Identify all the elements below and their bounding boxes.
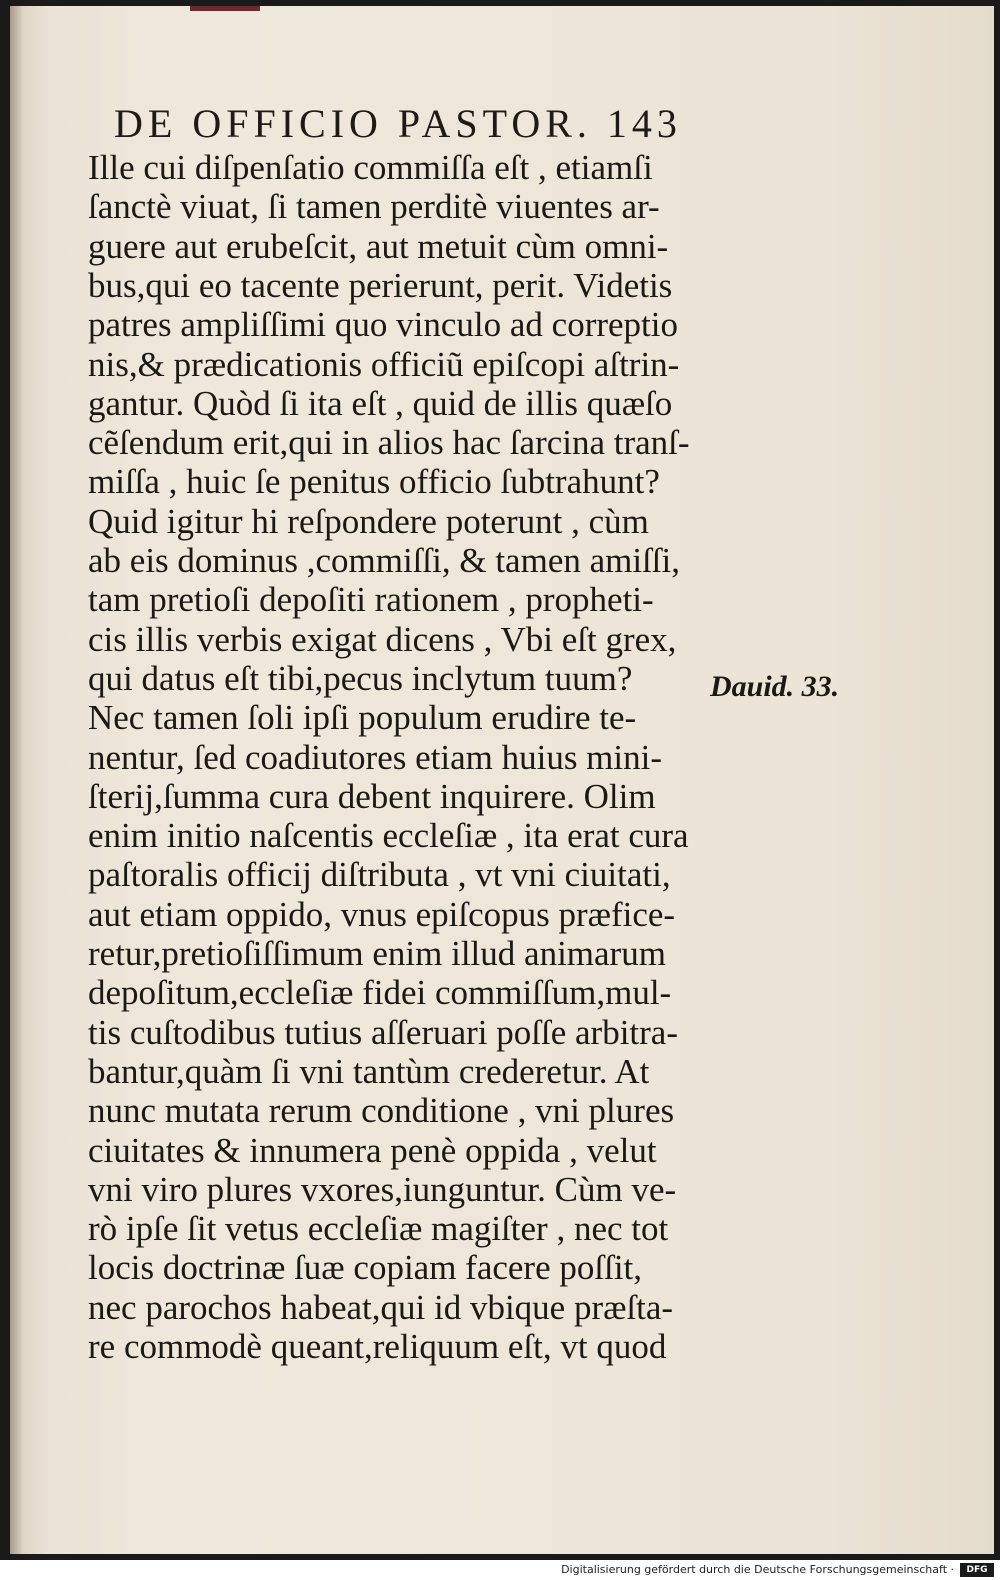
text-line: aut etiam oppido, vnus epiſcopus præfice-	[88, 894, 676, 934]
footer-credit: Digitalisierung gefördert durch die Deutsche Forschungsgemeinschaft ·	[561, 1563, 954, 1576]
text-line: vni viro plures vxores,iunguntur. Cùm ve-	[88, 1169, 677, 1209]
text-line: tis cuſtodibus tutius aſſeruari poſſe arbitra-	[88, 1012, 678, 1052]
running-head: DE OFFICIO PASTOR. 143	[114, 101, 682, 146]
text-line: miſſa , huic ſe penitus officio ſubtrahunt?	[88, 462, 660, 502]
text-line: qui datus eſt tibi,pecus inclytum tuum?	[88, 658, 633, 698]
text-line: nec parochos habeat,qui id vbique præſta-	[88, 1287, 674, 1327]
text-line: cis illis verbis exigat dicens , Vbi eſt grex,	[88, 619, 677, 659]
text-line: ſterij,ſumma cura debent inquirere. Olim	[88, 776, 656, 816]
bookmark-ribbon	[190, 6, 260, 11]
text-line: paſtoralis officij diſtributa , vt vni ciuitati,	[88, 855, 671, 895]
text-line: patres ampliſſimi quo vinculo ad correptio	[88, 305, 678, 345]
text-line: gantur. Quòd ſi ita eſt , quid de illis quæſo	[88, 383, 673, 423]
text-line: rò ipſe ſit vetus eccleſiæ magiſter , nec tot	[88, 1209, 669, 1249]
text-line: ſanctè viuat, ſi tamen perditè viuentes ar-	[88, 187, 660, 227]
text-line: bus,qui eo tacente perierunt, perit. Videtis	[88, 265, 673, 305]
text-line: enim initio naſcentis eccleſiæ , ita erat cura	[88, 816, 689, 856]
text-line: ab eis dominus ,commiſſi, & tamen amiſſi,	[88, 541, 681, 580]
text-line: nentur, ſed coadiutores etiam huius mini-	[88, 737, 663, 777]
text-line: Nec tamen ſoli ipſi populum erudire te-	[88, 698, 637, 738]
dfg-logo: DFG	[960, 1563, 994, 1577]
text-line: locis doctrinæ ſuæ copiam facere poſſit,	[88, 1248, 643, 1288]
page-gutter	[10, 6, 22, 1554]
text-line: retur,pretioſiſſimum enim illud animarum	[88, 934, 666, 973]
text-line: depoſitum,eccleſiæ fidei commiſſum,mul-	[88, 973, 672, 1013]
text-line: bantur,quàm ſi vni tantùm crederetur. At	[88, 1051, 650, 1091]
text-line: ciuitates & innumera penè oppida , velut	[88, 1130, 657, 1170]
digitization-footer	[0, 1560, 1000, 1580]
text-line: nunc mutata rerum conditione , vni plures	[88, 1091, 675, 1131]
text-line: cẽſendum erit,qui in alios hac ſarcina tranſ-	[88, 423, 690, 463]
text-line: Ille cui diſpenſatio commiſſa eſt , etiamſi	[88, 148, 653, 187]
text-line: guere aut erubeſcit, aut metuit cùm omni-	[88, 226, 669, 266]
book-page	[10, 6, 994, 1554]
text-line: tam pretioſi depoſiti rationem , propheti-	[88, 580, 654, 620]
text-line: re commodè queant,reliquum eſt, vt quod	[88, 1327, 667, 1366]
text-line: nis,& prædicationis officiũ epiſcopi aſtrin-	[88, 344, 680, 384]
marginal-note: Dauid. 33.	[710, 670, 840, 703]
text-line: Quid igitur hi reſpondere poterunt , cùm	[88, 501, 649, 541]
